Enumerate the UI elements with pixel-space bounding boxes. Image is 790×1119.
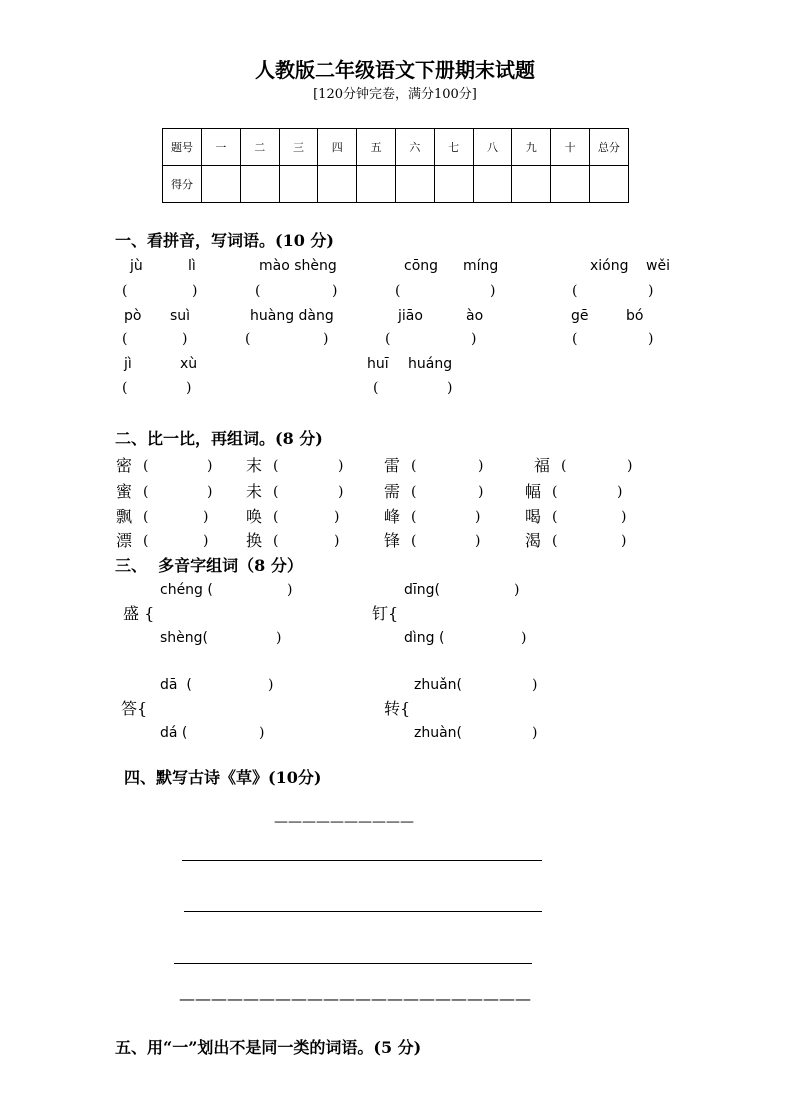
pinyin: huī <box>367 356 389 372</box>
compare-char: 渴 <box>525 531 542 550</box>
answer-paren-close: ) <box>182 331 188 347</box>
pinyin: xù <box>180 356 198 372</box>
score-input-cell[interactable] <box>357 166 396 203</box>
answer-paren-open: ( <box>411 484 417 500</box>
answer-paren-close: ) <box>521 630 527 646</box>
polyphone-reading: zhuàn( <box>414 725 463 741</box>
compare-char: 雷 <box>384 456 401 475</box>
answer-paren-close: ) <box>332 283 338 299</box>
compare-char: 密 <box>116 456 133 475</box>
answer-paren-open: ( <box>273 458 279 474</box>
score-input-cell[interactable] <box>589 166 628 203</box>
answer-paren-open: ( <box>572 283 578 299</box>
section-2-title: 二、比一比，再组词。(8 分) <box>115 429 323 448</box>
score-cell: 四 <box>318 129 357 166</box>
score-input-cell[interactable] <box>240 166 279 203</box>
score-input-cell[interactable] <box>434 166 473 203</box>
poem-line-blank[interactable] <box>174 963 532 964</box>
pinyin: jù <box>130 258 143 274</box>
answer-paren-open: ( <box>273 509 279 525</box>
section-1-title: 一、看拼音，写词语。(10 分) <box>115 231 334 250</box>
pinyin: cōng <box>404 258 439 274</box>
answer-paren-close: ) <box>627 458 633 474</box>
pinyin: pò <box>124 308 142 324</box>
answer-paren-close: ) <box>514 582 520 598</box>
score-cell: 题号 <box>163 129 202 166</box>
answer-paren-open: ( <box>143 484 149 500</box>
answer-paren-close: ) <box>478 458 484 474</box>
exam-info: [120分钟完卷，满分100分] <box>313 87 477 102</box>
score-cell: 八 <box>473 129 512 166</box>
compare-char: 喝 <box>525 507 542 526</box>
pinyin: wěi <box>646 258 670 274</box>
answer-paren-open: ( <box>411 458 417 474</box>
answer-paren-open: ( <box>143 458 149 474</box>
answer-paren-close: ) <box>648 283 654 299</box>
polyphone-reading: dā ( <box>160 677 192 693</box>
answer-paren-open: ( <box>411 509 417 525</box>
answer-paren-open: ( <box>122 331 128 347</box>
compare-char: 峰 <box>384 507 401 526</box>
answer-paren-close: ) <box>207 458 213 474</box>
answer-paren-open: ( <box>245 331 251 347</box>
polyphone-reading: shèng( <box>160 630 209 646</box>
section-3-title: 三、 多音字组词（8 分） <box>115 556 303 575</box>
page-title: 人教版二年级语文下册期末试题 <box>255 58 535 82</box>
compare-char: 锋 <box>384 531 401 550</box>
poem-line-blank[interactable] <box>184 911 542 912</box>
section-4-title: 四、默写古诗《草》(10分) <box>124 768 322 787</box>
answer-paren-close: ) <box>276 630 282 646</box>
score-input-cell[interactable] <box>395 166 434 203</box>
polyphone-reading: dìng ( <box>404 630 445 646</box>
answer-paren-close: ) <box>259 725 265 741</box>
score-input-cell[interactable] <box>279 166 318 203</box>
answer-paren-open: ( <box>122 283 128 299</box>
answer-paren-open: ( <box>411 533 417 549</box>
answer-paren-open: ( <box>122 380 128 396</box>
pinyin: jì <box>124 356 132 372</box>
compare-char: 幅 <box>525 482 542 501</box>
polyphone-reading: dīng( <box>404 582 440 598</box>
polyphone-reading: dá ( <box>160 725 188 741</box>
pinyin: suì <box>170 308 191 324</box>
answer-paren-close: ) <box>447 380 453 396</box>
pinyin: huàng dàng <box>250 308 334 324</box>
score-table-score-row <box>163 166 629 203</box>
answer-paren-open: ( <box>395 283 401 299</box>
pinyin: gē <box>571 308 589 324</box>
pinyin: bó <box>626 308 644 324</box>
score-cell: 二 <box>240 129 279 166</box>
answer-paren-close: ) <box>334 509 340 525</box>
poem-line-blank[interactable] <box>182 860 542 861</box>
polyphone-reading: zhuǎn( <box>414 677 463 693</box>
score-cell: 五 <box>357 129 396 166</box>
answer-paren-close: ) <box>475 509 481 525</box>
score-table <box>162 128 629 203</box>
answer-paren-close: ) <box>621 533 627 549</box>
pinyin: míng <box>463 258 499 274</box>
score-cell: 十 <box>551 129 590 166</box>
answer-paren-open: ( <box>143 509 149 525</box>
answer-paren-close: ) <box>475 533 481 549</box>
answer-paren-close: ) <box>532 677 538 693</box>
poem-line-blank[interactable]: —————————————————————— <box>179 989 531 1008</box>
answer-paren-open: ( <box>255 283 261 299</box>
score-input-cell[interactable] <box>551 166 590 203</box>
answer-paren-close: ) <box>617 484 623 500</box>
compare-char: 飘 <box>116 507 133 526</box>
score-cell: 总分 <box>589 129 628 166</box>
answer-paren-close: ) <box>478 484 484 500</box>
score-cell: 一 <box>202 129 241 166</box>
compare-char: 唤 <box>246 507 263 526</box>
polyphone-char: 钉{ <box>372 604 399 623</box>
compare-char: 蜜 <box>116 482 133 501</box>
answer-paren-close: ) <box>186 380 192 396</box>
answer-paren-close: ) <box>192 283 198 299</box>
polyphone-char: 答{ <box>121 699 148 718</box>
answer-paren-open: ( <box>273 484 279 500</box>
answer-paren-close: ) <box>621 509 627 525</box>
answer-paren-open: ( <box>273 533 279 549</box>
answer-paren-close: ) <box>532 725 538 741</box>
compare-char: 漂 <box>116 531 133 550</box>
score-cell: 七 <box>434 129 473 166</box>
answer-paren-open: ( <box>552 484 558 500</box>
compare-char: 未 <box>246 482 263 501</box>
answer-paren-close: ) <box>323 331 329 347</box>
answer-paren-close: ) <box>203 509 209 525</box>
compare-char: 末 <box>246 456 263 475</box>
score-table-header-row <box>163 129 629 166</box>
pinyin: jiāo <box>398 308 423 324</box>
answer-paren-close: ) <box>287 582 293 598</box>
score-cell: 九 <box>512 129 551 166</box>
score-cell: 得分 <box>163 166 202 203</box>
polyphone-char: 盛 { <box>123 604 155 623</box>
answer-paren-close: ) <box>203 533 209 549</box>
answer-paren-open: ( <box>385 331 391 347</box>
answer-paren-close: ) <box>648 331 654 347</box>
poem-title-blank[interactable]: —————————— <box>274 814 414 830</box>
answer-paren-open: ( <box>143 533 149 549</box>
answer-paren-close: ) <box>338 484 344 500</box>
answer-paren-open: ( <box>552 533 558 549</box>
pinyin: lì <box>188 258 196 274</box>
compare-char: 需 <box>384 482 401 501</box>
pinyin: xióng <box>590 258 629 274</box>
compare-char: 换 <box>246 531 263 550</box>
answer-paren-open: ( <box>552 509 558 525</box>
score-input-cell[interactable] <box>202 166 241 203</box>
pinyin: ào <box>466 308 484 324</box>
answer-paren-close: ) <box>268 677 274 693</box>
score-input-cell[interactable] <box>318 166 357 203</box>
answer-paren-open: ( <box>373 380 379 396</box>
compare-char: 福 <box>534 456 551 475</box>
answer-paren-close: ) <box>334 533 340 549</box>
polyphone-reading: chéng ( <box>160 582 213 598</box>
section-5-title: 五、用“一”划出不是同一类的词语。(5 分) <box>115 1038 422 1057</box>
answer-paren-open: ( <box>561 458 567 474</box>
pinyin: mào shèng <box>259 258 337 274</box>
answer-paren-close: ) <box>490 283 496 299</box>
polyphone-char: 转{ <box>384 699 411 718</box>
answer-paren-close: ) <box>207 484 213 500</box>
pinyin: huáng <box>408 356 453 372</box>
answer-paren-close: ) <box>338 458 344 474</box>
score-cell: 六 <box>395 129 434 166</box>
answer-paren-open: ( <box>572 331 578 347</box>
score-input-cell[interactable] <box>473 166 512 203</box>
score-cell: 三 <box>279 129 318 166</box>
score-input-cell[interactable] <box>512 166 551 203</box>
answer-paren-close: ) <box>471 331 477 347</box>
